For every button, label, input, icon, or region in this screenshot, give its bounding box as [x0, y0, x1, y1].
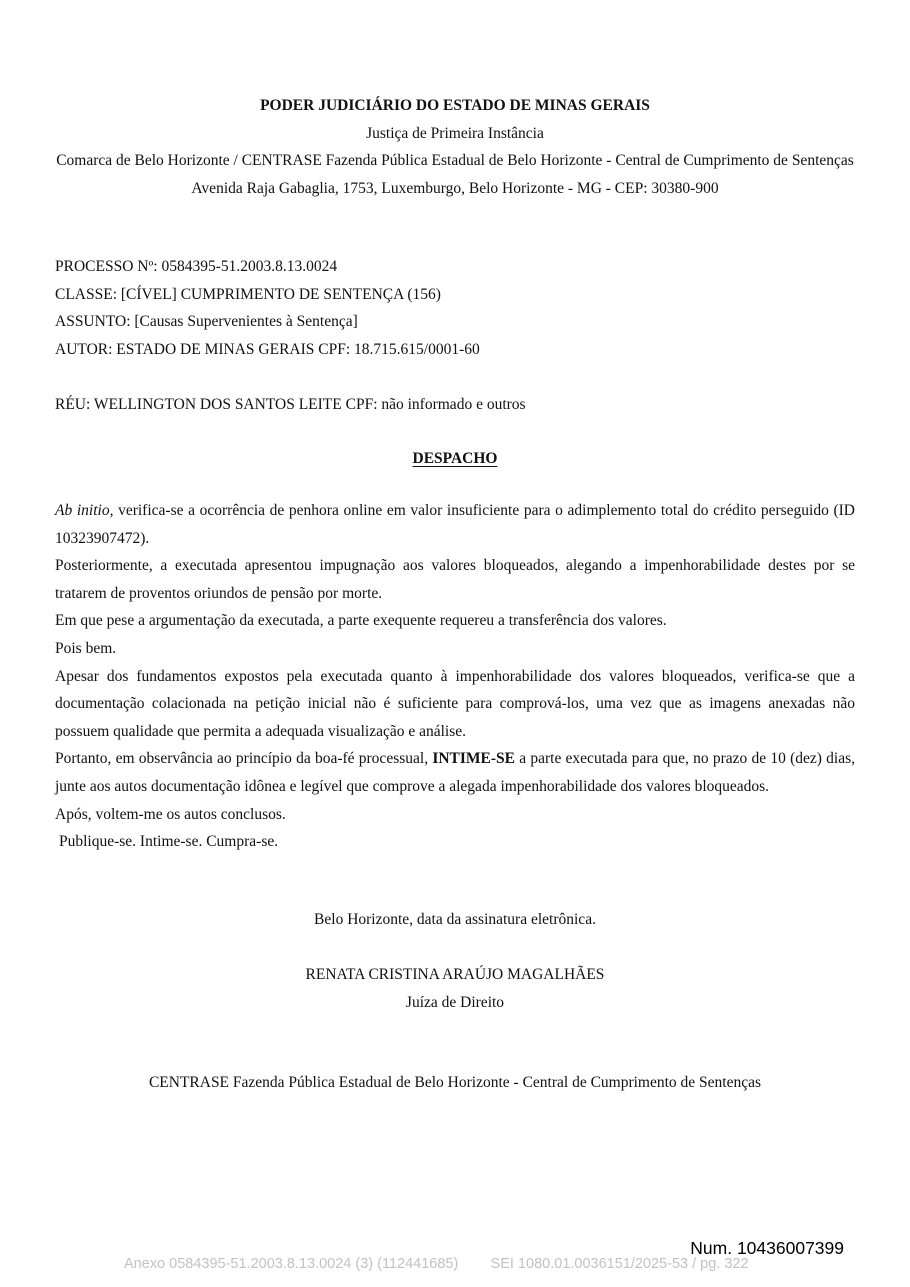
body-paragraph-3: Em que pese a argumentação da executada, a parte exequente requereu a transferência dos valores. [55, 612, 667, 630]
paragraph-1-text: , verifica-se a ocorrência de penhora online em valor insuficiente para o adimplemento total do crédito perseguido (ID 10323907472). [55, 502, 855, 547]
body-paragraph-8: Publique-se. Intime-se. Cumpra-se. [59, 833, 279, 851]
body-paragraph-6 [55, 745, 855, 800]
body-paragraph-4: Pois bem. [55, 639, 117, 657]
judge-title: Juíza de Direito [405, 993, 505, 1011]
judge-name: RENATA CRISTINA ARAÚJO MAGALHÃES [305, 966, 605, 983]
address-line: Avenida Raja Gabaglia, 1753, Luxemburgo, Belo Horizonte - MG - CEP: 30380-900 [191, 179, 719, 197]
case-plaintiff: AUTOR: ESTADO DE MINAS GERAIS CPF: 18.715.615/0001-60 [55, 340, 480, 358]
paragraph-6-start: Portanto, em observância ao princípio da boa-fé processual, [55, 750, 433, 768]
date-line: Belo Horizonte, data da assinatura eletrônica. [314, 911, 596, 928]
document-title [55, 446, 855, 472]
case-details [55, 253, 855, 419]
body-paragraph-5: Apesar dos fundamentos expostos pela executada quanto à impenhorabilidade dos valores bloqueados, verifica-se que a documentação colacionada na petição inicial não é suficiente para comprová-los, uma vez que as imagens anexadas não possuem qualidade que permita a adequada visualização e análise. [55, 667, 855, 740]
document-title-text: DESPACHO [412, 450, 498, 467]
annex-reference: Anexo 0584395-51.2003.8.13.0024 (3) (112441685) [124, 1256, 459, 1272]
process-number: PROCESSO Nº: 0584395-51.2003.8.13.0024 [55, 258, 338, 275]
court-name: PODER JUDICIÁRIO DO ESTADO DE MINAS GERAIS [260, 97, 650, 114]
latin-phrase: Ab initio [55, 502, 110, 519]
document-header [55, 92, 855, 202]
footer-organization: CENTRASE Fazenda Pública Estadual de Belo Horizonte - Central de Cumprimento de Sentenças [148, 1074, 762, 1091]
signature-block [55, 961, 855, 1016]
case-class: CLASSE: [CÍVEL] CUMPRIMENTO DE SENTENÇA (156) [55, 285, 441, 303]
comarca-line: Comarca de Belo Horizonte / CENTRASE Fazenda Pública Estadual de Belo Horizonte - Central de Cumprimento de Sentenças [56, 152, 854, 170]
body-paragraph-2: Posteriormente, a executada apresentou impugnação aos valores bloqueados, alegando a impenhorabilidade destes por se tratarem de proventos oriundos de pensão por morte. [55, 557, 855, 602]
paragraph-6-end: a parte executada para que, no prazo de 10 (dez) dias, junte aos autos documentação idônea e legível que comprove a alegada impenhorabilidade dos valores bloqueados. [55, 750, 856, 795]
body-paragraph-7: Após, voltem-me os autos conclusos. [55, 805, 286, 823]
case-subject: ASSUNTO: [Causas Supervenientes à Sentença] [55, 313, 358, 331]
document-number: Num. 10436007399 [690, 1238, 844, 1258]
case-defendant: RÉU: WELLINGTON DOS SANTOS LEITE CPF: não informado e outros [55, 395, 526, 413]
sei-reference: SEI 1080.01.0036151/2025-53 / pg. 322 [490, 1256, 749, 1272]
instance-line: Justiça de Primeira Instância [366, 124, 544, 142]
body-paragraph-1 [55, 497, 855, 552]
annex-stamp [124, 1256, 749, 1272]
document-body [55, 497, 855, 856]
intime-se-emphasis: INTIME-SE [432, 750, 515, 768]
